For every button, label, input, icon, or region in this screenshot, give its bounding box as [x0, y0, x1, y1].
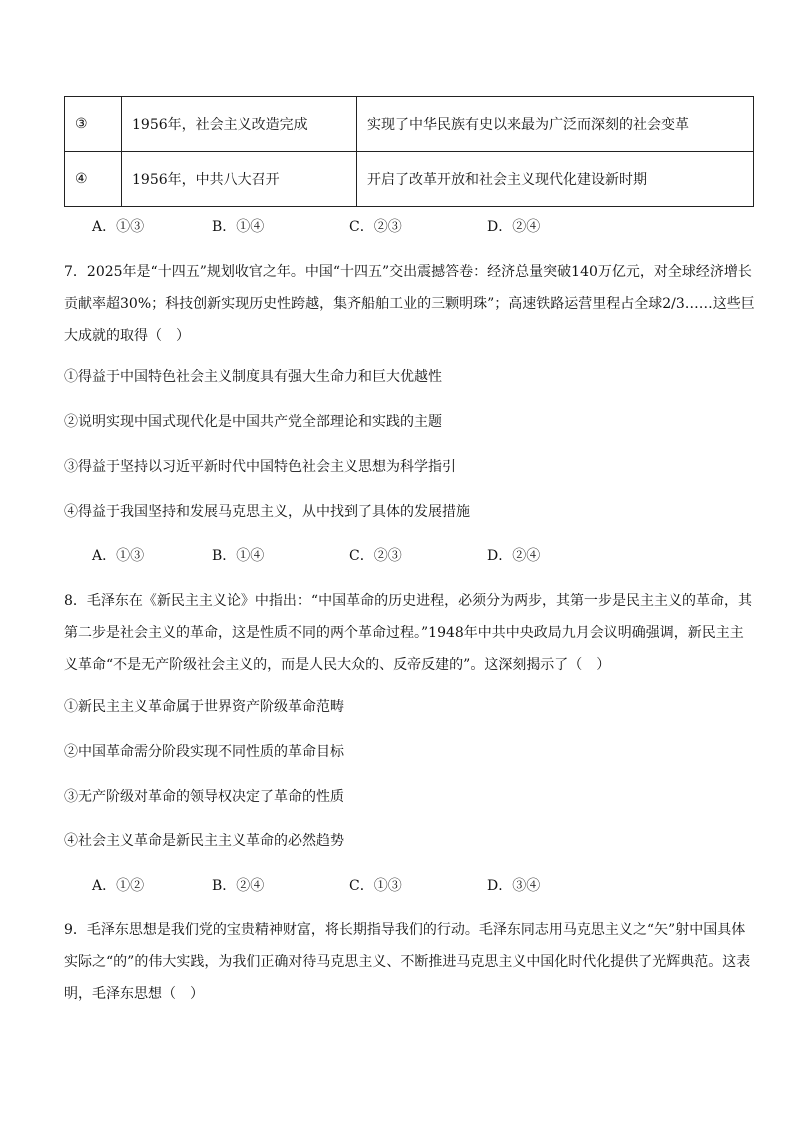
q8-item-4: ④社会主义革命是新民主主义革命的必然趋势: [64, 833, 344, 849]
row-event: 1956年，中共八大召开: [122, 152, 357, 207]
row-meaning: 开启了改革开放和社会主义现代化建设新时期: [357, 152, 754, 207]
option-b: B．②④: [212, 878, 265, 894]
option-c: C．②③: [349, 548, 402, 564]
option-a: A．①③: [92, 548, 145, 564]
q8-item-3: ③无产阶级对革命的领导权决定了革命的性质: [64, 789, 344, 805]
option-a: A．①③: [92, 219, 145, 235]
row-number: ③: [65, 97, 122, 152]
q7-stem: 7．2025年是“十四五”规划收官之年。中国“十四五”交出震撼答卷：经济总量突破140万亿元，对全球经济增长贡献率超30%；科技创新实现历史性跨越，集齐船舶工业的三颗明珠”；高速铁路运营里程占全球2/3……这些巨大成就的取得（ ）: [64, 264, 755, 344]
q8-item-1: ①新民主主义革命属于世界资产阶级革命范畴: [64, 699, 344, 715]
q7-item-2: ②说明实现中国式现代化是中国共产党全部理论和实践的主题: [64, 414, 442, 430]
row-event: 1956年，社会主义改造完成: [122, 97, 357, 152]
option-d: D．②④: [487, 219, 541, 235]
row-meaning: 实现了中华民族有史以来最为广泛而深刻的社会变革: [357, 97, 754, 152]
option-d: D．③④: [487, 878, 541, 894]
option-c: C．①③: [349, 878, 402, 894]
q7-item-3: ③得益于坚持以习近平新时代中国特色社会主义思想为科学指引: [64, 459, 456, 475]
q9-stem: 9．毛泽东思想是我们党的宝贵精神财富，将长期指导我们的行动。毛泽东同志用马克思主义之“矢”射中国具体实际之“的”的伟大实践，为我们正确对待马克思主义、不断推进马克思主义中国化时代化提供了光辉典范。这表明，毛泽东思想（ ）: [64, 922, 751, 1002]
events-table: [64, 96, 754, 207]
q7-item-1: ①得益于中国特色社会主义制度具有强大生命力和巨大优越性: [64, 369, 442, 385]
q8-stem: 8．毛泽东在《新民主主义论》中指出：“中国革命的历史进程，必须分为两步，其第一步是民主主义的革命，其第二步是社会主义的革命，这是性质不同的两个革命过程。”1948年中共中央政局九月会议明确强调，新民主主义革命“不是无产阶级社会主义的，而是人民大众的、反帝反建的”。这深刻揭示了（ ）: [64, 593, 753, 673]
table-row: [65, 97, 754, 152]
option-c: C．②③: [349, 219, 402, 235]
option-b: B．①④: [212, 548, 265, 564]
option-d: D．②④: [487, 548, 541, 564]
option-a: A．①②: [92, 878, 145, 894]
q7-item-4: ④得益于我国坚持和发展马克思主义，从中找到了具体的发展措施: [64, 504, 470, 520]
option-b: B．①④: [212, 219, 265, 235]
q8-item-2: ②中国革命需分阶段实现不同性质的革命目标: [64, 744, 344, 760]
row-number: ④: [65, 152, 122, 207]
table-row: [65, 152, 754, 207]
